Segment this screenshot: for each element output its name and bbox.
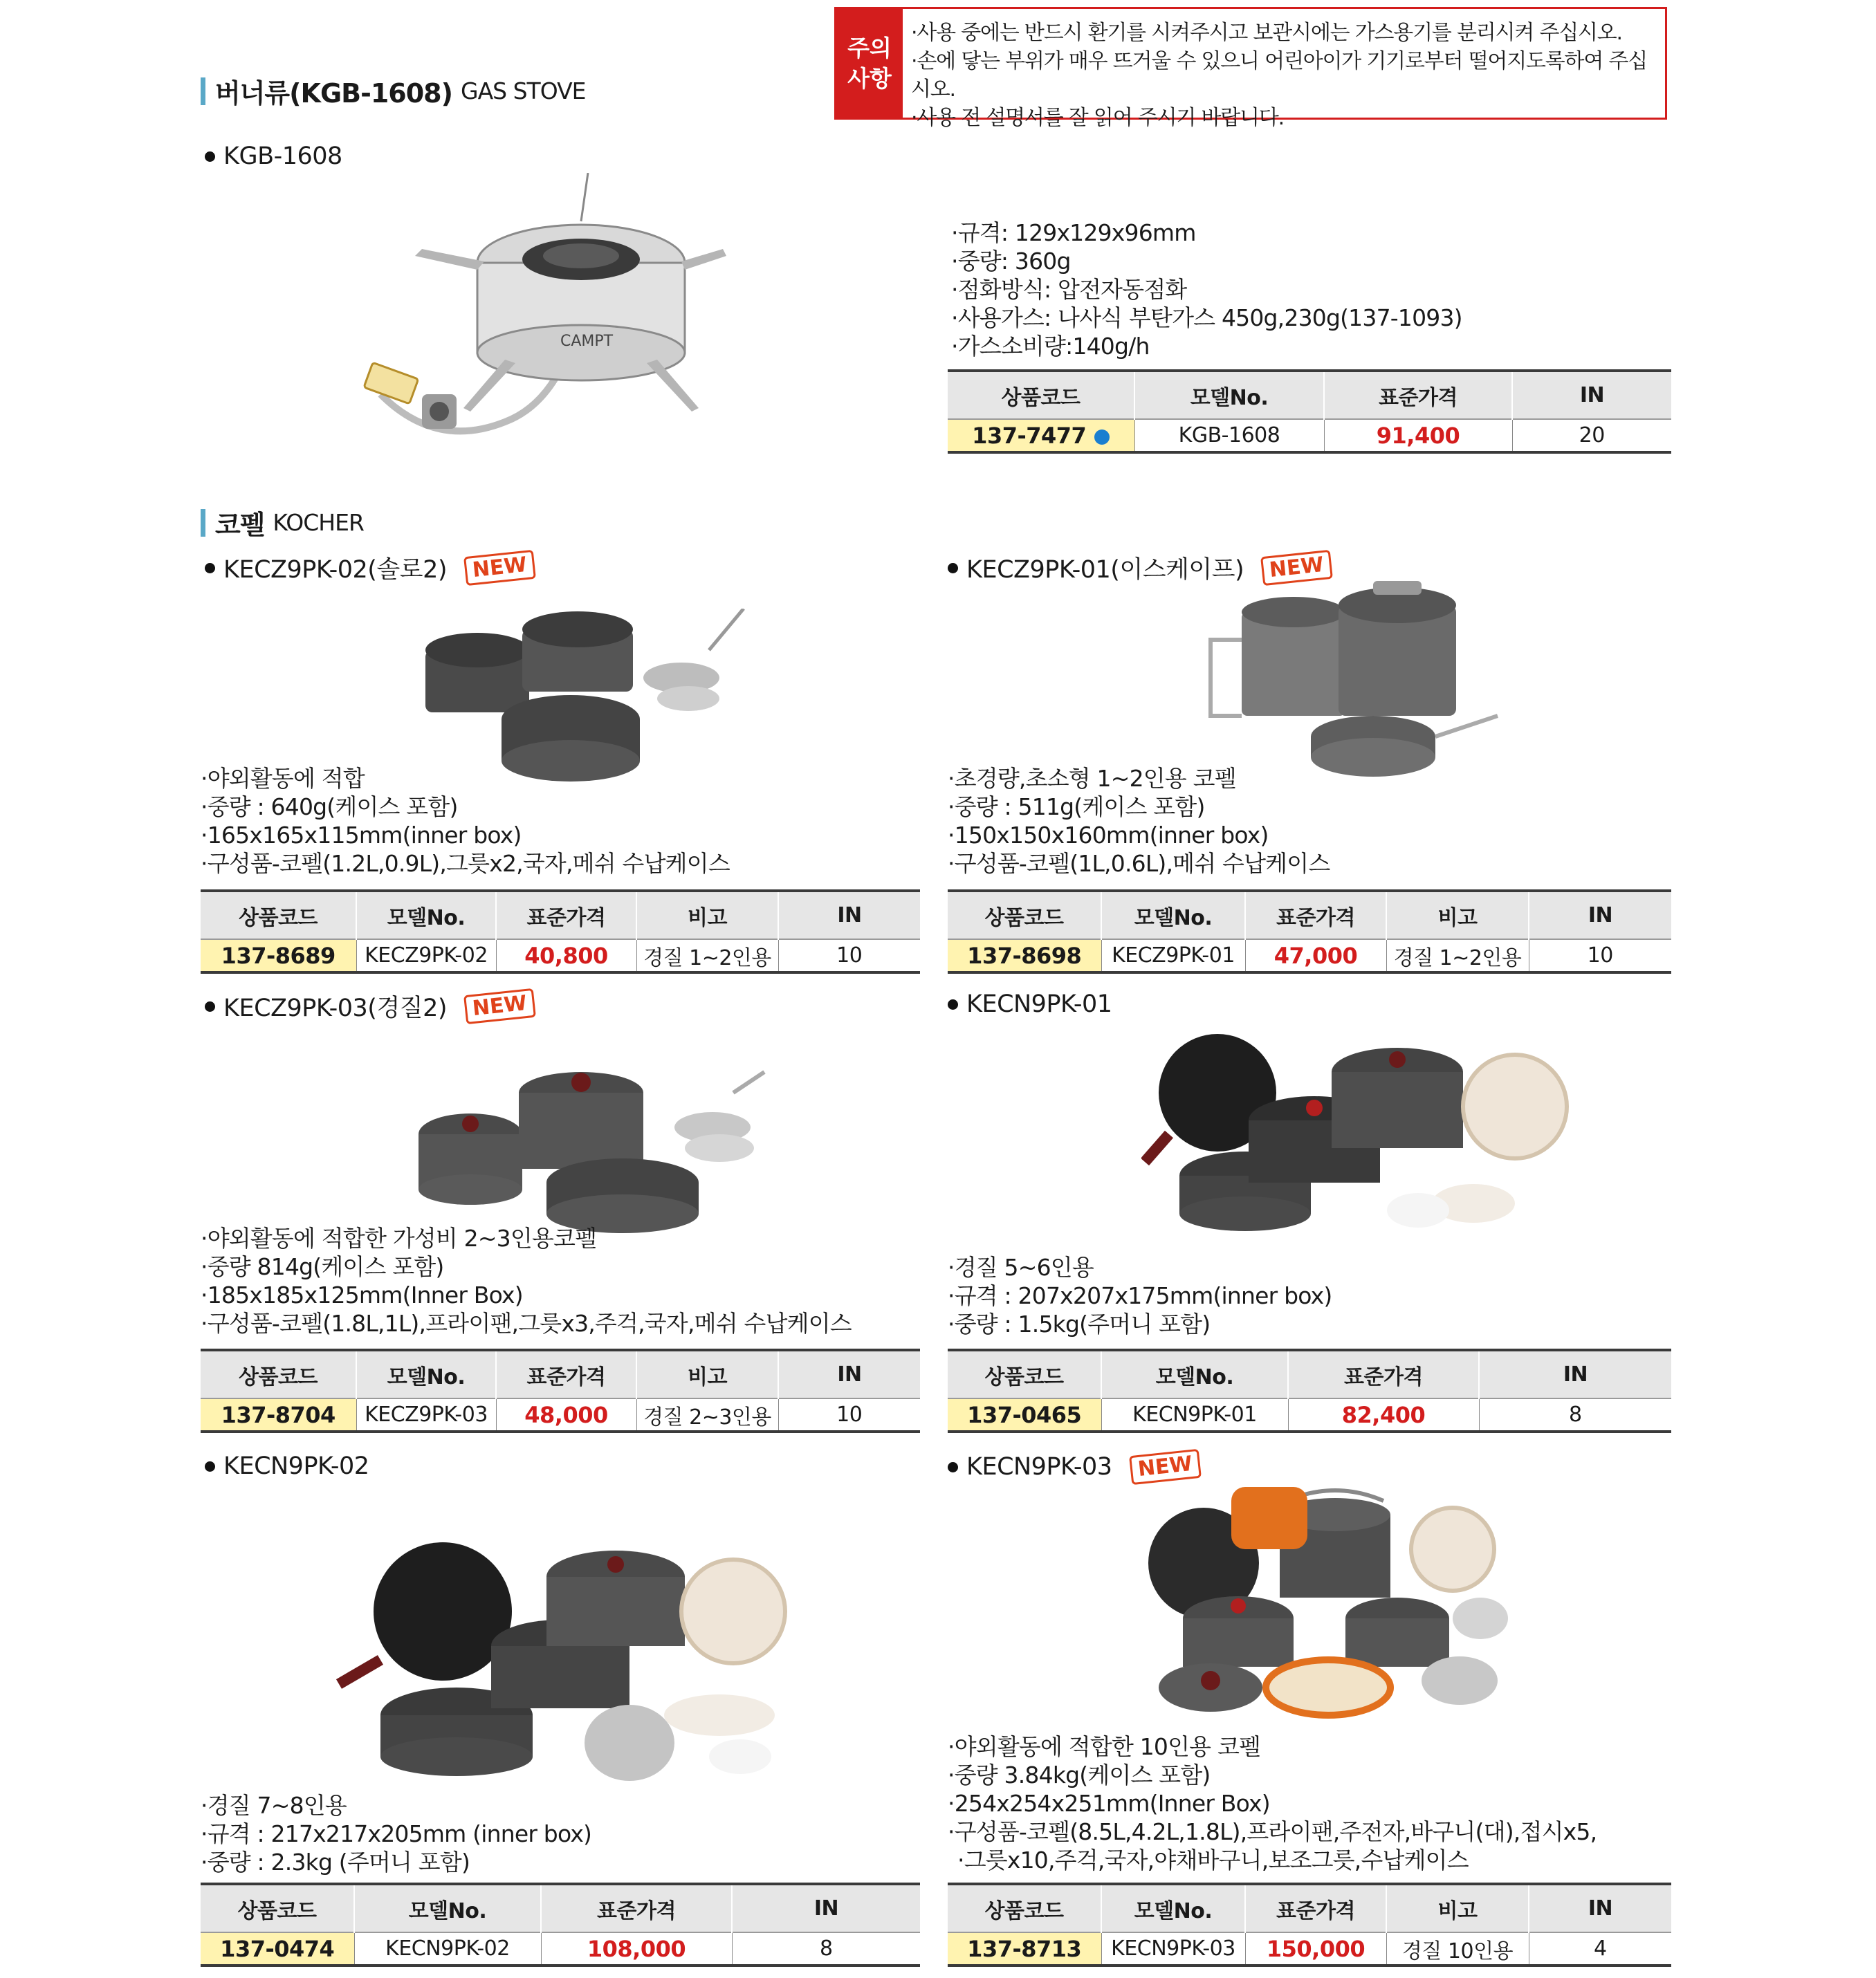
caution-line: ·사용 중에는 반드시 환기를 시켜주시고 보관시에는 가스용기를 분리시켜 주십시오. [911, 21, 1622, 45]
spec-line: · 규격 : 207x207x175mm(inner box) [948, 1282, 1332, 1310]
product-code-cell: 137-0465 [948, 1398, 1101, 1432]
caution-label-line1: 주의 [847, 34, 892, 62]
header-code: 상품코드 [948, 371, 1134, 419]
model-cell: KECZ9PK-02 [356, 939, 496, 972]
model-cell: KECN9PK-03 [1101, 1932, 1245, 1966]
stove-section-title [201, 72, 586, 110]
header-in: IN [1512, 371, 1671, 419]
product-title-text: KECZ9PK-03(경질2) [223, 995, 447, 1022]
header-in: IN [778, 891, 920, 939]
spec-line: · 중량 : 2.3kg (주머니 포함) [201, 1848, 591, 1876]
in-cell: 8 [732, 1932, 920, 1966]
product-table-kecn9pk-03 [948, 1883, 1671, 1967]
new-badge: NEW [463, 550, 536, 586]
new-badge: NEW [1129, 1449, 1202, 1485]
spec-line: · 구성품-코펠(1L,0.6L),메쉬 수납케이스 [948, 849, 1330, 878]
section-title-text: 코펠 [215, 510, 265, 540]
spec-line: · 야외활동에 적합한 가성비 2~3인용코펠 [201, 1224, 852, 1253]
spec-list-kecn9pk-01 [948, 1253, 1332, 1338]
section-bar [201, 509, 205, 537]
price-cell: 48,000 [496, 1398, 636, 1432]
in-cell: 4 [1529, 1932, 1671, 1966]
bullet-icon [948, 1462, 958, 1472]
product-title-text: KECN9PK-02 [223, 1452, 369, 1480]
in-cell: 20 [1512, 419, 1671, 452]
spec-line: · 사용가스: 나사식 부탄가스 450g,230g(137-1093) [951, 304, 1462, 332]
table-row [201, 1932, 920, 1966]
in-cell: 10 [1529, 939, 1671, 972]
product-code-cell: 137-8704 [201, 1398, 356, 1432]
cookware-photo-kecn9pk-02 [332, 1535, 789, 1784]
product-table-kecz9pk-02 [201, 889, 920, 974]
product-table-kgb-1608 [948, 369, 1671, 454]
header-code: 상품코드 [201, 891, 356, 939]
gas-stove-photo [353, 173, 726, 456]
cookware-photo-kecn9pk-03 [1134, 1487, 1522, 1722]
new-badge: NEW [1260, 550, 1333, 586]
product-title-kecn9pk-03 [948, 1452, 1199, 1481]
product-table-kecn9pk-02 [201, 1883, 920, 1967]
in-cell: 10 [778, 939, 920, 972]
spec-line: · 점화방식: 압전자동점화 [951, 275, 1462, 304]
spec-line: · 165x165x115mm(inner box) [201, 821, 730, 849]
product-code: 137-7477 [972, 422, 1087, 449]
product-title-text: KGB-1608 [223, 142, 342, 170]
bullet-icon [205, 563, 215, 573]
product-title-kecn9pk-02 [205, 1452, 369, 1480]
kocher-section-title [201, 503, 364, 542]
product-code-cell: 137-0474 [201, 1932, 354, 1966]
spec-line: · 야외활동에 적합 [201, 764, 730, 793]
model-cell: KECN9PK-02 [354, 1932, 541, 1966]
product-table-kecn9pk-01 [948, 1349, 1671, 1433]
bullet-icon [205, 1001, 215, 1012]
header-in: IN [1529, 891, 1671, 939]
price-cell: 47,000 [1245, 939, 1386, 972]
table-row [948, 419, 1671, 452]
bullet-icon [205, 1461, 215, 1472]
new-badge: NEW [463, 988, 536, 1024]
bullet-icon [948, 563, 958, 573]
product-code-cell [948, 419, 1134, 452]
model-cell: KECZ9PK-01 [1101, 939, 1245, 972]
spec-line: · 중량 814g(케이스 포함) [201, 1253, 852, 1281]
header-code: 상품코드 [948, 1350, 1101, 1398]
section-title-en: KOCHER [273, 509, 364, 536]
spec-line: · 경질 7~8인용 [201, 1791, 591, 1820]
in-cell: 10 [778, 1398, 920, 1432]
header-in: IN [1479, 1350, 1671, 1398]
spec-list-kecn9pk-03 [948, 1732, 1597, 1874]
product-table-kecz9pk-03 [201, 1349, 920, 1433]
header-code: 상품코드 [948, 1884, 1101, 1932]
spec-line: · 중량 3.84kg(케이스 포함) [948, 1761, 1597, 1789]
spec-list-kecn9pk-02 [201, 1791, 591, 1876]
spec-line: · 185x185x125mm(Inner Box) [201, 1281, 852, 1309]
header-price: 표준가격 [1324, 371, 1512, 419]
product-title-kecn9pk-01 [948, 990, 1112, 1018]
spec-line: · 규격 : 217x217x205mm (inner box) [201, 1820, 591, 1848]
cookware-photo-kecz9pk-01 [1200, 577, 1505, 785]
header-model: 모델No. [1101, 1350, 1288, 1398]
header-in: IN [1529, 1884, 1671, 1932]
spec-line: · 중량 : 1.5kg(주머니 포함) [948, 1310, 1332, 1338]
header-note: 비고 [636, 891, 778, 939]
spec-line: · 경질 5~6인용 [948, 1253, 1332, 1282]
caution-line: ·사용 전 설명서를 잘 읽어 주시기 바랍니다. [911, 106, 1284, 130]
product-title-text: KECN9PK-01 [966, 990, 1112, 1018]
price-cell: 82,400 [1288, 1398, 1479, 1432]
spec-line: · 가스소비량:140g/h [951, 332, 1462, 360]
bullet-icon [948, 999, 958, 1010]
spec-line: · 규격: 129x129x96mm [951, 219, 1462, 247]
spec-line: · 중량: 360g [951, 247, 1462, 275]
product-title-kgb-1608 [205, 142, 342, 170]
spec-line: · 150x150x160mm(inner box) [948, 821, 1330, 849]
header-model: 모델No. [354, 1884, 541, 1932]
note-cell: 경질 1~2인용 [1386, 939, 1529, 972]
header-price: 표준가격 [1288, 1350, 1479, 1398]
price-cell: 150,000 [1245, 1932, 1386, 1966]
note-cell: 경질 1~2인용 [636, 939, 778, 972]
header-note: 비고 [636, 1350, 778, 1398]
product-code-cell: 137-8698 [948, 939, 1101, 972]
header-price: 표준가격 [1245, 1884, 1386, 1932]
table-row [948, 1932, 1671, 1966]
spec-line: · 야외활동에 적합한 10인용 코펠 [948, 1732, 1597, 1761]
spec-line: · 254x254x251mm(Inner Box) [948, 1789, 1597, 1818]
bullet-icon [205, 151, 215, 162]
header-price: 표준가격 [541, 1884, 732, 1932]
section-title-en: GAS STOVE [461, 77, 586, 104]
price-cell: 40,800 [496, 939, 636, 972]
section-bar [201, 77, 205, 105]
spec-line-continued: · 그릇x10,주걱,국자,야채바구니,보조그릇,수납케이스 [948, 1846, 1597, 1874]
spec-line: · 구성품-코펠(1.2L,0.9L),그릇x2,국자,메쉬 수납케이스 [201, 849, 730, 878]
header-code: 상품코드 [201, 1350, 356, 1398]
header-note: 비고 [1386, 891, 1529, 939]
product-title-kecz9pk-03 [205, 989, 535, 1024]
spec-list-kgb-1608 [951, 219, 1462, 360]
caution-label-line2: 사항 [847, 64, 892, 92]
header-code: 상품코드 [948, 891, 1101, 939]
header-model: 모델No. [1134, 371, 1324, 419]
spec-line: · 중량 : 640g(케이스 포함) [201, 793, 730, 821]
cookware-photo-kecn9pk-01 [1141, 1030, 1570, 1238]
caution-line: ·손에 닿는 부위가 매우 뜨거울 수 있으니 어린아이가 기기로부터 떨어지도록하여 주십시오. [911, 49, 1647, 102]
price-cell: 91,400 [1324, 419, 1512, 452]
spec-list-kecz9pk-02 [201, 764, 730, 878]
section-title-text: 버너류(KGB-1608) [215, 78, 452, 109]
header-in: IN [732, 1884, 920, 1932]
header-model: 모델No. [1101, 1884, 1245, 1932]
spec-line: · 초경량,초소형 1~2인용 코펠 [948, 764, 1330, 793]
model-cell: KECZ9PK-03 [356, 1398, 496, 1432]
spec-line: · 구성품-코펠(1.8L,1L),프라이팬,그릇x3,주걱,국자,메쉬 수납케이스 [201, 1309, 852, 1338]
cookware-photo-kecz9pk-03 [415, 1065, 768, 1238]
note-cell: 경질 10인용 [1386, 1932, 1529, 1966]
header-code: 상품코드 [201, 1884, 354, 1932]
spec-list-kecz9pk-03 [201, 1224, 852, 1338]
header-model: 모델No. [1101, 891, 1245, 939]
spec-list-kecz9pk-01 [948, 764, 1330, 878]
header-price: 표준가격 [496, 1350, 636, 1398]
header-in: IN [778, 1350, 920, 1398]
model-cell: KGB-1608 [1134, 419, 1324, 452]
product-title-text: KECN9PK-03 [966, 1453, 1112, 1481]
header-model: 모델No. [356, 1350, 496, 1398]
product-title-text: KECZ9PK-01(이스케이프) [966, 556, 1244, 584]
product-title-text: KECZ9PK-02(솔로2) [223, 556, 447, 584]
note-cell: 경질 2~3인용 [636, 1398, 778, 1432]
header-price: 표준가격 [1245, 891, 1386, 939]
table-row [201, 939, 920, 972]
caution-label [836, 9, 903, 118]
table-row [948, 1398, 1671, 1432]
caution-lines [903, 9, 1665, 130]
header-note: 비고 [1386, 1884, 1529, 1932]
price-cell: 108,000 [541, 1932, 732, 1966]
table-row [948, 939, 1671, 972]
model-cell: KECN9PK-01 [1101, 1398, 1288, 1432]
spec-line: · 중량 : 511g(케이스 포함) [948, 793, 1330, 821]
cookware-photo-kecz9pk-02 [419, 609, 764, 782]
in-cell: 8 [1479, 1398, 1671, 1432]
header-model: 모델No. [356, 891, 496, 939]
spec-line: · 구성품-코펠(8.5L,4.2L,1.8L),프라이팬,주전자,바구니(대),접시x5, [948, 1818, 1597, 1846]
header-price: 표준가격 [496, 891, 636, 939]
caution-box [834, 7, 1667, 130]
product-code-cell: 137-8713 [948, 1932, 1101, 1966]
table-row [201, 1398, 920, 1432]
product-table-kecz9pk-01 [948, 889, 1671, 974]
blue-dot-icon [1094, 429, 1110, 445]
product-title-kecz9pk-02 [205, 551, 535, 585]
stove-brand-mark: CAMPT [560, 333, 614, 350]
product-code-cell: 137-8689 [201, 939, 356, 972]
